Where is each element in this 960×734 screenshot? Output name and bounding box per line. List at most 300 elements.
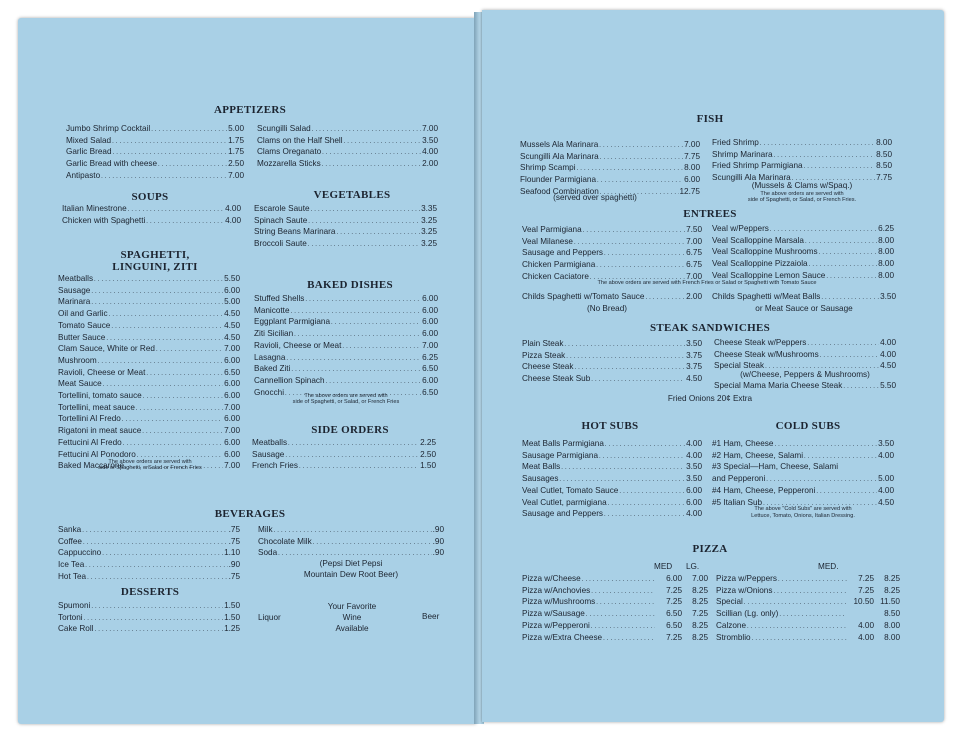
menu-item-row — [58, 414, 240, 426]
item-price-lg: 8.25 — [692, 585, 708, 595]
item-price: 6.00 — [686, 485, 702, 495]
item-price: 6.00 — [422, 294, 438, 303]
leader-dots — [577, 163, 684, 175]
item-name: Veal Scalloppine Lemon Sauce — [712, 270, 826, 280]
leader-dots — [591, 621, 655, 633]
item-name: Special Mama Maria Cheese Steak — [714, 381, 843, 390]
menu-item-row — [58, 286, 240, 298]
leader-dots — [156, 344, 223, 356]
desserts-list — [58, 601, 240, 636]
leader-dots — [574, 362, 685, 374]
leader-dots — [87, 572, 228, 584]
fish-list-2 — [712, 138, 892, 185]
leader-dots — [128, 204, 224, 216]
item-name: Shrimp Scampi — [520, 163, 576, 173]
item-price: 4.50 — [686, 374, 702, 384]
item-name: Veal w/Peppers — [712, 224, 769, 233]
pizza-row — [716, 574, 900, 586]
beverages-heading: BEVERAGES — [214, 508, 286, 520]
leader-dots — [326, 376, 422, 388]
leader-dots — [291, 306, 422, 318]
item-price: .90 — [432, 548, 444, 558]
item-price: 3.50 — [686, 462, 702, 472]
item-name: Scillian (Lg. only) — [716, 609, 779, 619]
leader-dots — [83, 537, 228, 549]
item-name: Spumoni — [58, 601, 91, 610]
item-name: Manicotte — [254, 305, 290, 315]
item-name: Sanka — [58, 525, 82, 534]
menu-item-row — [254, 329, 438, 341]
leader-dots — [322, 147, 421, 159]
item-name: Special — [716, 597, 743, 607]
item-price-lg: 8.25 — [884, 574, 900, 583]
item-name: Sausage Parmigiana — [522, 450, 599, 460]
menu-item-row — [254, 306, 438, 318]
menu-item-row — [58, 426, 240, 438]
soda-choices-2: Mountain Dew Root Beer) — [303, 570, 399, 579]
menu-item-row — [58, 548, 240, 560]
menu-item-row — [58, 613, 240, 625]
item-price: 3.50 — [686, 474, 702, 484]
item-price-lg: 8.00 — [884, 632, 900, 642]
item-name: Chicken Caciatore — [522, 271, 589, 281]
item-name: Stromblio — [716, 632, 751, 642]
pizza-row — [522, 633, 708, 645]
leader-dots — [103, 379, 223, 391]
item-name: Tomato Sauce — [58, 320, 111, 330]
leader-dots — [91, 297, 223, 309]
cold-subs-note-1: The above "Cold Subs" are served with — [754, 506, 852, 512]
item-name: Childs Spaghetti w/Tomato Sauce — [522, 292, 645, 301]
fish-note-2: side of Spaghetti, or Salad, or French Fries. — [747, 197, 857, 203]
pizza-lg-header: LG. — [686, 562, 700, 571]
spaghetti-list — [58, 274, 240, 473]
item-name: Sausages — [522, 474, 559, 484]
leader-dots — [112, 136, 227, 148]
leader-dots — [342, 341, 421, 353]
item-name: #3 Special—Ham, Cheese, Salami — [712, 462, 839, 472]
fish-heading: FISH — [696, 113, 724, 125]
leader-dots — [604, 248, 685, 260]
item-price: 3.25 — [421, 239, 437, 249]
leader-dots — [599, 451, 685, 463]
menu-item-row — [712, 224, 894, 236]
item-price-med: 7.25 — [858, 585, 874, 595]
menu-item-row — [522, 462, 702, 474]
pizza-row — [716, 609, 900, 621]
item-price: 5.00 — [878, 474, 894, 484]
item-price: 8.00 — [876, 138, 892, 147]
item-price: 1.25 — [224, 624, 240, 634]
leader-dots — [109, 309, 223, 321]
item-price: 8.50 — [876, 149, 892, 159]
menu-item-row — [66, 159, 244, 171]
menu-item-row — [522, 362, 702, 374]
leader-dots — [95, 624, 224, 636]
item-price: 6.25 — [878, 224, 894, 233]
item-name: Marinara — [58, 297, 91, 307]
item-price: 7.00 — [224, 426, 240, 436]
menu-item-row — [712, 247, 894, 259]
cold-subs-note-2: Lettuce, Tomato, Onions, Italian Dressing. — [751, 513, 855, 519]
menu-item-row — [712, 138, 892, 150]
item-name: Cheese Steak Sub — [522, 374, 591, 384]
side-orders-list — [252, 438, 436, 473]
leader-dots — [816, 486, 877, 498]
item-price: 7.00 — [224, 402, 240, 412]
baked-dishes-heading: BAKED DISHES — [307, 279, 393, 291]
menu-item-row — [714, 338, 896, 350]
menu-item-row — [58, 368, 240, 380]
item-price: 3.50 — [880, 292, 896, 301]
item-price-lg: 8.00 — [884, 620, 900, 630]
item-name: Scungilli Salad — [257, 124, 311, 133]
vegetables-heading: VEGETABLES — [313, 189, 391, 201]
leader-dots — [285, 450, 419, 462]
item-name: #4 Ham, Cheese, Pepperoni — [712, 485, 816, 495]
childs-tomato-row — [522, 292, 702, 304]
item-name: Jumbo Shrimp Cocktail — [66, 124, 151, 133]
pizza-med-header-2: MED. — [818, 562, 839, 571]
beer-label: Beer — [422, 612, 440, 621]
item-name: Tortellini Al Fredo — [58, 414, 121, 424]
item-name: Sausage and Peppers — [522, 248, 604, 258]
item-name: Soda — [258, 548, 278, 558]
item-name: Coffee — [58, 536, 82, 546]
leader-dots — [583, 225, 685, 237]
item-price: 4.50 — [224, 332, 240, 342]
item-price: 6.00 — [422, 375, 438, 385]
item-price: .90 — [432, 525, 444, 534]
leader-dots — [747, 621, 847, 633]
leader-dots — [596, 597, 655, 609]
item-price: 3.25 — [421, 227, 437, 237]
menu-item-row — [254, 376, 438, 388]
side-orders-heading: SIDE ORDERS — [311, 424, 389, 436]
spaghetti-note-2: side of Spaghetti, orSalad or French Fries — [98, 465, 202, 471]
childs-meatballs-row — [712, 292, 896, 304]
item-price: 7.00 — [686, 236, 702, 246]
leader-dots — [770, 224, 877, 236]
leader-dots — [778, 574, 847, 586]
menu-item-row — [522, 439, 702, 451]
item-name: Pizza w/Extra Cheese — [522, 632, 603, 642]
item-price: 6.00 — [422, 317, 438, 327]
item-price: 6.00 — [224, 437, 240, 447]
item-name: #1 Ham, Cheese — [712, 439, 774, 448]
menu-item-row — [257, 147, 438, 159]
item-name: Antipasto — [66, 170, 101, 180]
item-price: 6.00 — [224, 285, 240, 295]
menu-item-row — [66, 124, 244, 136]
pizza-heading: PIZZA — [692, 543, 728, 555]
leader-dots — [591, 374, 685, 386]
menu-item-row — [62, 204, 241, 216]
item-price: 5.50 — [880, 381, 896, 390]
item-price: 12.75 — [679, 186, 700, 196]
menu-item-row — [66, 147, 244, 159]
leader-dots — [102, 548, 223, 560]
menu-item-row — [254, 227, 437, 239]
leader-dots — [809, 259, 877, 271]
menu-item-row — [257, 159, 438, 171]
leader-dots — [807, 338, 879, 350]
item-name: Meatballs — [252, 438, 288, 447]
item-name: Eggplant Parmigiana — [254, 317, 331, 327]
menu-item-row — [58, 333, 240, 345]
leader-dots — [146, 368, 223, 380]
menu-item-row — [58, 344, 240, 356]
leader-dots — [773, 586, 847, 598]
item-price: 2.50 — [228, 159, 244, 169]
menu-item-row — [257, 136, 438, 148]
leader-dots — [151, 124, 227, 136]
pizza-row — [716, 621, 900, 633]
item-name: Seafood Combination — [520, 186, 599, 196]
item-price: .75 — [228, 536, 240, 546]
item-name: Meatballs — [58, 274, 94, 283]
cold-subs-list — [712, 439, 894, 509]
menu-item-row — [712, 462, 894, 474]
leader-dots — [308, 239, 420, 251]
item-name: Cheese Steak w/Peppers — [714, 338, 807, 347]
menu-item-row — [254, 353, 438, 365]
item-name: #2 Ham, Cheese, Salami — [712, 450, 804, 460]
item-price: 6.00 — [224, 379, 240, 389]
item-price: .90 — [432, 536, 444, 546]
menu-item-row — [714, 350, 896, 362]
item-name: Spinach Saute — [254, 215, 308, 225]
appetizers-list-1 — [66, 124, 244, 183]
item-name: Plain Steak — [522, 339, 564, 348]
leader-dots — [98, 356, 223, 368]
item-name: Cappuccino — [58, 548, 102, 558]
item-price: 4.50 — [880, 361, 896, 371]
steak-list-1 — [522, 339, 702, 386]
item-price-med: 4.00 — [858, 620, 874, 630]
leader-dots — [779, 609, 847, 621]
fish-col1-note: (served over spaghetti) — [553, 193, 637, 202]
menu-item-row — [58, 321, 240, 333]
item-name: Pizza w/Anchovies — [522, 585, 591, 595]
menu-item-row — [522, 474, 702, 486]
item-name: Fried Shrimp Parmigiana — [712, 161, 803, 171]
item-price: 4.00 — [686, 439, 702, 448]
item-price: 7.75 — [684, 151, 700, 161]
menu-item-row — [252, 461, 436, 473]
liquor-label: Liquor — [258, 613, 281, 622]
item-name: Special Steak — [714, 361, 765, 371]
item-name: Mussels Ala Marinara — [520, 140, 599, 149]
menu-item-row — [254, 204, 437, 216]
leader-dots — [286, 353, 421, 365]
item-name: String Beans Marinara — [254, 227, 336, 237]
item-name: Gnocchi — [254, 387, 285, 397]
item-name: French Fries — [252, 461, 298, 471]
pizza-list-1 — [522, 574, 708, 644]
leader-dots — [91, 601, 223, 613]
menu-item-row — [258, 525, 444, 537]
item-price: 8.00 — [684, 163, 700, 173]
leader-dots — [291, 364, 421, 376]
item-name: Cheese Steak — [522, 362, 574, 372]
item-price: 6.00 — [224, 449, 240, 459]
leader-dots — [294, 329, 421, 341]
item-name: Flounder Parmigiana — [520, 175, 597, 185]
cold-subs-heading: COLD SUBS — [775, 420, 841, 432]
pizza-row — [522, 574, 708, 586]
item-name: Hot Tea — [58, 571, 87, 581]
leader-dots — [804, 161, 876, 173]
item-name: Ice Tea — [58, 560, 85, 570]
item-name: Pizza w/Onions — [716, 585, 773, 595]
item-price: 3.25 — [421, 215, 437, 225]
leader-dots — [774, 150, 876, 162]
menu-item-row — [522, 225, 702, 237]
spaghetti-heading-2: LINGUINI, ZITI — [112, 261, 198, 273]
leader-dots — [101, 171, 227, 183]
menu-item-row — [520, 140, 700, 152]
item-price: .75 — [228, 525, 240, 534]
menu-item-row — [257, 124, 438, 136]
item-name: Meat Sauce — [58, 379, 102, 389]
your-favorite-label: Your Favorite — [327, 602, 377, 611]
item-name: #5 Italian Sub — [712, 497, 763, 507]
item-price: 4.00 — [880, 338, 896, 347]
item-name: Chocolate Milk — [258, 536, 312, 546]
leader-dots — [336, 227, 420, 239]
menu-item-row — [522, 237, 702, 249]
leader-dots — [311, 204, 421, 216]
item-name: Ravioli, Cheese or Meat — [58, 367, 146, 377]
item-price: 1.10 — [224, 548, 240, 558]
leader-dots — [820, 350, 879, 362]
leader-dots — [766, 474, 877, 486]
leader-dots — [136, 403, 223, 415]
item-price: 8.00 — [878, 259, 894, 269]
leader-dots — [123, 438, 223, 450]
menu-item-row — [258, 537, 444, 549]
leader-dots — [91, 286, 223, 298]
item-price: 4.00 — [880, 349, 896, 359]
item-name: Tortoni — [58, 612, 83, 622]
item-price: 2.00 — [686, 292, 702, 301]
item-name: Mozzarella Sticks — [257, 159, 321, 169]
item-price: 6.25 — [422, 352, 438, 362]
item-price: 5.50 — [224, 274, 240, 283]
item-price-med: 7.25 — [666, 597, 682, 607]
menu-item-row — [58, 525, 240, 537]
leader-dots — [158, 159, 227, 171]
item-price-lg: 8.25 — [884, 585, 900, 595]
item-price: 4.00 — [225, 215, 241, 225]
menu-item-row — [522, 248, 702, 260]
pizza-row — [522, 621, 708, 633]
item-price-med: 6.50 — [666, 620, 682, 630]
leader-dots — [113, 147, 228, 159]
item-price-lg: 8.25 — [692, 632, 708, 642]
leader-dots — [596, 260, 685, 272]
leader-dots — [143, 391, 223, 403]
item-price: 4.00 — [422, 147, 438, 157]
menu-item-row — [58, 297, 240, 309]
menu-item-row — [58, 391, 240, 403]
item-price-med: 4.00 — [858, 632, 874, 642]
item-name: Broccoli Saute — [254, 239, 307, 249]
soups-heading: SOUPS — [131, 191, 169, 203]
item-name: Milk — [258, 525, 273, 534]
item-price: 1.75 — [228, 135, 244, 145]
menu-item-row — [58, 379, 240, 391]
menu-item-row — [712, 150, 892, 162]
leader-dots — [805, 236, 877, 248]
pizza-list-2 — [716, 574, 900, 644]
item-name: Chicken Parmigiana — [522, 260, 596, 270]
item-price: 4.00 — [686, 509, 702, 519]
menu-item-row — [58, 274, 240, 286]
item-price: 8.00 — [878, 247, 894, 257]
item-name: Italian Minestrone — [62, 204, 127, 213]
menu-item-row — [522, 486, 702, 498]
menu-item-row — [520, 175, 700, 187]
leader-dots — [597, 175, 683, 187]
item-name: Scungilli Ala Marinara — [520, 151, 599, 161]
item-price: 4.00 — [686, 450, 702, 460]
item-price: 6.00 — [684, 175, 700, 185]
menu-item-row — [522, 451, 702, 463]
childs-tomato-note: (No Bread) — [586, 304, 628, 313]
item-price: 6.00 — [224, 355, 240, 365]
menu-item-row — [58, 601, 240, 613]
fish-list-1 — [520, 140, 700, 199]
menu-item-row — [522, 351, 702, 363]
leader-dots — [752, 633, 847, 645]
leader-dots — [305, 294, 421, 306]
item-price: 5.00 — [228, 124, 244, 133]
menu-item-row — [522, 509, 702, 521]
vegetables-list — [254, 204, 437, 251]
item-price: 6.75 — [686, 248, 702, 258]
item-name: Baked Maccarone — [58, 461, 124, 471]
leader-dots — [599, 140, 683, 152]
fried-onions-note: Fried Onions 20¢ Extra — [667, 394, 753, 403]
leader-dots — [564, 339, 685, 351]
menu-item-row — [58, 560, 240, 572]
item-name: Chicken with Spaghetti — [62, 215, 146, 225]
item-price: 1.50 — [420, 461, 436, 471]
leader-dots — [760, 138, 875, 150]
item-price: 6.50 — [422, 387, 438, 397]
item-price: 5.00 — [224, 297, 240, 307]
item-price: 8.50 — [876, 161, 892, 171]
leader-dots — [313, 537, 432, 549]
item-price: 7.50 — [686, 225, 702, 234]
item-price: 4.50 — [224, 309, 240, 319]
item-name: Childs Spaghetti w/Meat Balls — [712, 292, 821, 301]
item-price: 6.00 — [224, 414, 240, 424]
item-name: Pizza w/Mushrooms — [522, 597, 596, 607]
menu-item-row — [712, 259, 894, 271]
item-price-med: 7.25 — [666, 585, 682, 595]
item-name: Sausage — [58, 285, 91, 295]
leader-dots — [561, 462, 685, 474]
menu-item-row — [254, 364, 438, 376]
steak-list-2 — [714, 338, 896, 373]
menu-item-row — [712, 439, 894, 451]
baked-dishes-list — [254, 294, 438, 399]
leader-dots — [582, 574, 655, 586]
menu-item-row — [522, 260, 702, 272]
